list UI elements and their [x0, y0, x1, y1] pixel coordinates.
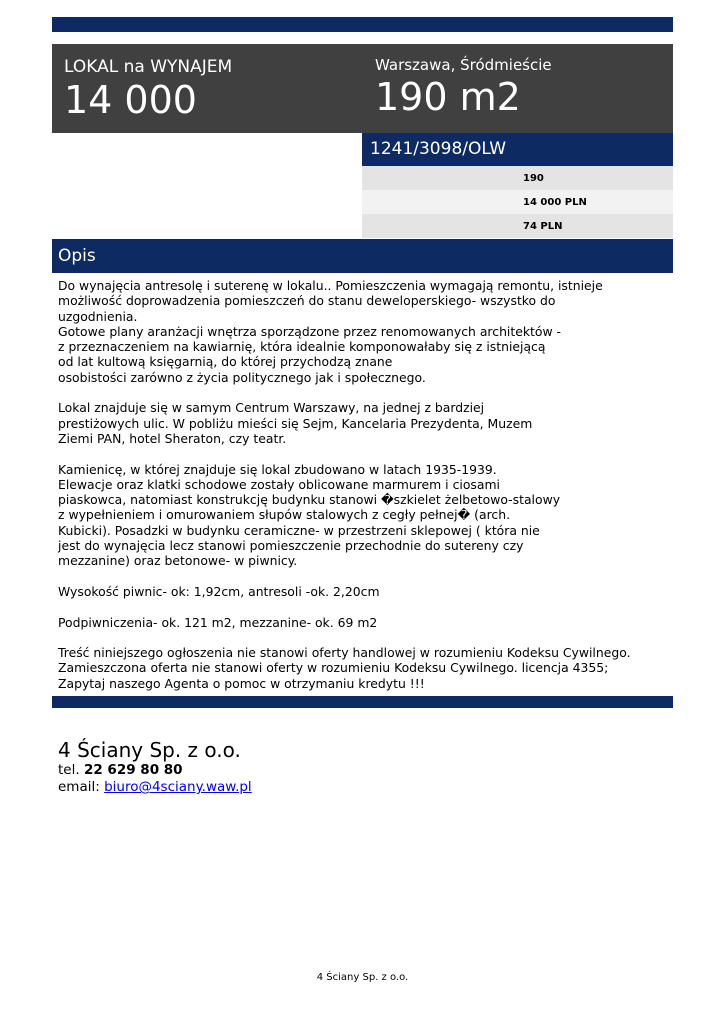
page-footer: 4 Ściany Sp. z o.o.	[316, 972, 409, 983]
listing-header	[52, 44, 673, 133]
details-value: 190	[523, 173, 544, 184]
details-value: 74 PLN	[523, 221, 563, 232]
details-value: 14 000 PLN	[523, 197, 587, 208]
listing-location: Warszawa, Śródmieście	[375, 56, 552, 74]
reference-number-bar	[362, 133, 673, 166]
details-row	[362, 190, 673, 214]
details-table	[362, 166, 673, 238]
agency-phone-line	[58, 762, 252, 779]
listing-price: 14 000	[64, 78, 197, 122]
description-heading: Opis	[58, 246, 96, 266]
agency-name: 4 Ściany Sp. z o.o.	[58, 738, 241, 762]
description-heading-bar	[52, 239, 673, 273]
phone-label: tel.	[58, 762, 84, 778]
listing-type: LOKAL na WYNAJEM	[64, 57, 233, 77]
listing-header-left	[64, 56, 232, 122]
email-link[interactable]: biuro@4sciany.waw.pl	[104, 779, 252, 795]
agency-contact	[58, 738, 252, 796]
bottom-decor-bar	[52, 696, 673, 708]
description-text: Do wynajęcia antresolę i suterenę w lokalu.. Pomieszczenia wymagają remontu, istnieje możliwość doprowadzenia pomieszczeń do stanu deweloperskiego- wszystko do uzgodnienia. Gotowe plany aranżacji wnętrza sporządzone przez renomowanych architektów - z przeznaczeniem na kawiarnię, która idealnie komponowałaby się z istniejącą od lat kultową księgarnią, do której przychodzą znane osobistości zarówno z życia politycznego jak i społecznego. Lokal znajduje się w samym Centrum Warszawy, na jednej z bardziej prestiżowych ulic. W pobliżu mieści się Sejm, Kancelaria Prezydenta, Muzem Ziemi PAN, hotel Sheraton, czy teatr. Kamienicę, w której znajduje się lokal zbudowano w latach 1935-1939. Elewacje oraz klatki schodowe zostały oblicowane marmurem i ciosami piaskowca, natomiast konstrukcję budynku stanowi �szkielet żelbetowo-stalowy z wypełnieniem i omurowaniem słupów stalowych z cegły pełnej� (arch. Kubicki). Posadzki w budynku ceramiczne- w przestrzeni sklepowej ( która nie jest do wynajęcia lecz stanowi pomieszczenie przechodnie do sutereny czy mezzanine) oraz betonowe- w piwnicy. Wysokość piwnic- ok: 1,92cm, antresoli -ok. 2,20cm Podpiwniczenia- ok. 121 m2, mezzanine- ok. 69 m2 Treść niniejszego ogłoszenia nie stanowi oferty handlowej w rozumieniu Kodeksu Cywilnego. Zamieszczona oferta nie stanowi oferty w rozumieniu Kodeksu Cywilnego. licencja 4355; Zapytaj naszego Agenta o pomoc w otrzymaniu kredytu !!!	[58, 278, 631, 691]
email-label: email:	[58, 779, 105, 795]
agency-email-line	[58, 779, 252, 796]
reference-number: 1241/3098/OLW	[370, 139, 507, 159]
phone-number: 22 629 80 80	[83, 762, 183, 778]
details-row	[362, 166, 673, 190]
details-row	[362, 214, 673, 238]
listing-area: 190 m2	[375, 75, 521, 119]
listing-header-right	[375, 55, 552, 119]
top-decor-bar	[52, 17, 673, 32]
